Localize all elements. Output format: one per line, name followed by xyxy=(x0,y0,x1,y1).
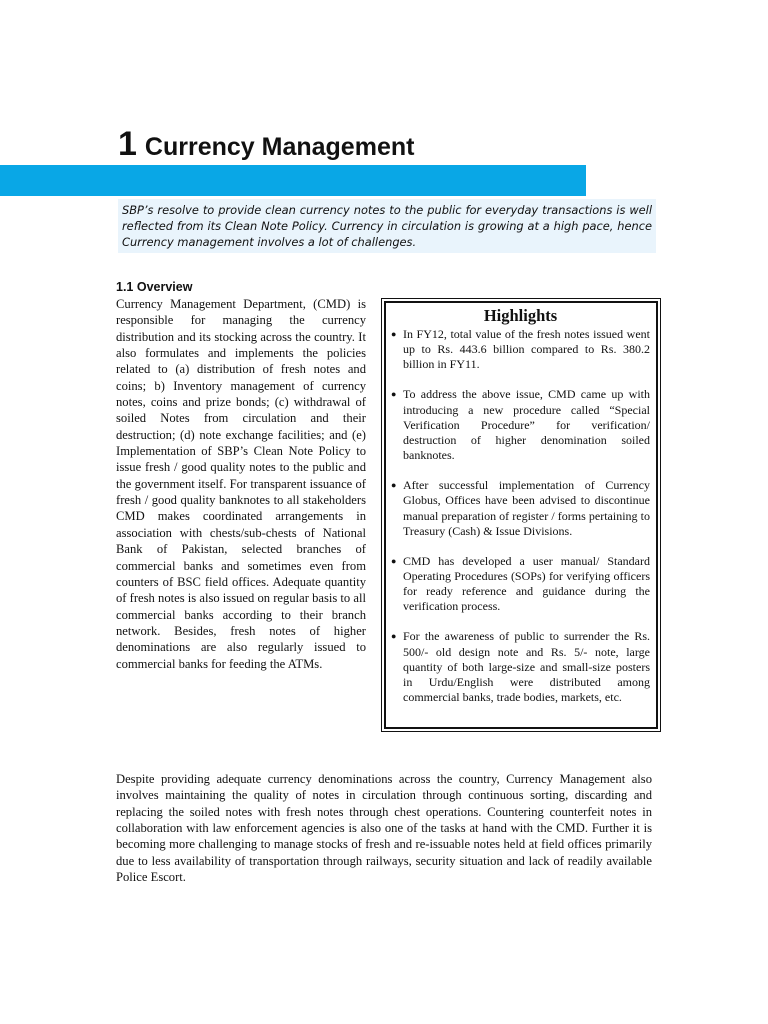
bullet-icon: ● xyxy=(391,631,397,642)
chapter-number: 1 xyxy=(118,125,137,163)
highlights-title: Highlights xyxy=(483,306,558,325)
list-item xyxy=(391,327,650,373)
closing-paragraph: Despite providing adequate currency denominations across the country, Currency Management also involves maintaining the quality of notes in circulation through continuous sorting, discarding and replacing the soiled notes with fresh notes through chest operations. Countering counterfeit notes in collaboration with law enforcement agencies is also one of the tasks at hand with the CMD. Further it is becoming more challenging to manage stocks of fresh and re-issuable notes held at field offices primarily due to less availability of transportation through railways, security situation and lack of readily available Police Escort. xyxy=(116,772,652,885)
chapter-title-text: Currency Management xyxy=(144,133,415,161)
accent-band xyxy=(0,165,586,196)
highlight-text: CMD has developed a user manual/ Standard Operating Procedures (SOPs) for verifying officers for ready reference and guidance during the verification process. xyxy=(403,553,650,614)
list-item xyxy=(391,554,650,615)
highlight-text: In FY12, total value of the fresh notes issued went up to Rs. 443.6 billion compared to Rs. 380.2 billion in FY11. xyxy=(403,327,650,372)
highlight-text: For the awareness of public to surrender the Rs. 500/- old design note and Rs. 5/- note, large quantity of both large-size and small-size posters in Urdu/English were distributed among commercial banks, trade bodies, markets, etc. xyxy=(403,629,650,705)
highlight-text: After successful implementation of Currency Globus, Offices have been advised to discontinue manual preparation of register / forms pertaining to Treasury (Cash) & Issue Divisions. xyxy=(403,478,650,538)
overview-heading: 1.1 Overview xyxy=(116,280,193,294)
list-item xyxy=(391,387,650,463)
overview-body: Currency Management Department, (CMD) is responsible for managing the currency distribution and its stocking across the country. It also formulates and implements the policies related to (a) distribution of fresh notes and coins; b) Inventory management of currency notes, coins and prize bonds; (c) withdrawal of soiled Notes from circulation and their destruction; (d) note exchange facilities; and (e) Implementation of SBP’s Clean Note Policy to issue fresh / good quality notes to the public and the government itself. For transparent issuance of fresh / good quality banknotes to all stakeholders CMD makes coordinated arrangements in association with chests/sub-chests of National Bank of Pakistan, selected branches of commercial banks and sometimes even from counters of BSC field offices. Adequate quantity of fresh notes is also issued on regular basis to all commercial banks according to their branch network. Besides, fresh notes of higher denominations are also regularly issued to commercial banks for feeding the ATMs. xyxy=(116,297,366,671)
highlight-text: To address the above issue, CMD came up with introducing a new procedure called “Special Verification Procedure” for verification/ destruction of higher denomination soiled banknotes. xyxy=(403,387,650,463)
list-item xyxy=(391,478,650,539)
intro-text: SBP’s resolve to provide clean currency notes to the public for everyday transactions is well reflected from its Clean Note Policy. Currency in circulation is growing at a high pace, hence Currency management involves a lot of challenges. xyxy=(122,203,652,249)
bullet-icon: ● xyxy=(391,329,397,339)
bullet-icon: ● xyxy=(391,480,397,491)
chapter-title xyxy=(118,122,414,169)
intro-box xyxy=(118,199,656,253)
highlights-box xyxy=(381,298,661,732)
highlights-list xyxy=(391,327,650,705)
bullet-icon: ● xyxy=(391,555,397,566)
list-item xyxy=(391,629,650,705)
bullet-icon: ● xyxy=(391,389,397,400)
highlights-inner xyxy=(384,301,658,729)
